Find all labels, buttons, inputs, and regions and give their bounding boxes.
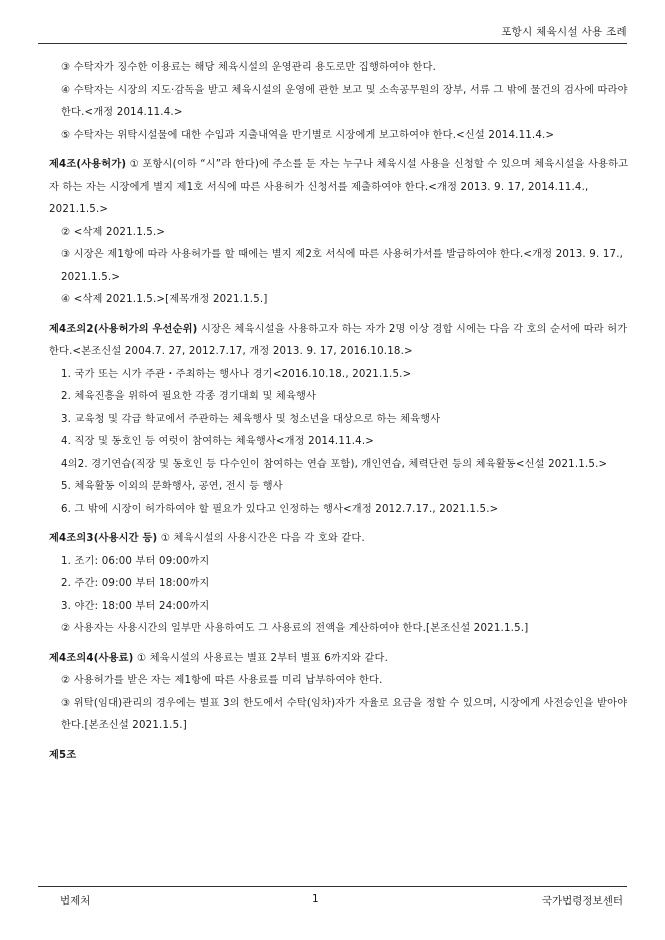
article-4-2-intro: 시장은 체육시설을 사용하고자 하는 자가 2명 이상 경합 시에는 다음 각 호의 순서에 따라 허가한다.<본조신설 2004.7. 27, 2012.7.17, 개정 2013. 9. 17, 2016.10.18.>: [49, 323, 628, 357]
list-item: 5. 체육활동 이외의 문화행사, 공연, 전시 등 행사: [61, 481, 283, 492]
list-item: 2. 주간: 09:00 부터 18:00까지: [61, 578, 210, 589]
article-4-4-paragraph-3: ③ 위탁(임대)관리의 경우에는 별표 3의 한도에서 수탁(임차)자가 자율로 요금을 정할 수 있으며, 시장에게 사전승인을 받아야 한다.[본조신설 2021.1.5.]: [61, 697, 628, 731]
header-divider: [38, 43, 627, 44]
document-body: [49, 57, 632, 767]
article-4: [49, 154, 632, 222]
list-item: 3. 교육청 및 각급 학교에서 주관하는 체육행사 및 청소년을 대상으로 하는 체육행사: [61, 413, 441, 425]
article-4-paragraph-2: ② <삭제 2021.1.5.>: [61, 226, 166, 238]
article-4-3: [49, 528, 632, 551]
article-4-paragraph-4: ④ <삭제 2021.1.5.>[제목개정 2021.1.5.]: [61, 294, 268, 305]
list-item: 4. 직장 및 동호인 등 여럿이 참여하는 체육행사<개정 2014.11.4.>: [61, 436, 375, 447]
article-4-4: [49, 648, 632, 671]
article-4-2: [49, 319, 632, 364]
footer-source: 법제처: [60, 895, 91, 907]
list-item: 2. 체육진흥을 위하여 필요한 각종 경기대회 및 체육행사: [61, 391, 317, 402]
list-item: 1. 조기: 06:00 부터 09:00까지: [61, 555, 210, 567]
article-5-title: 제5조: [49, 749, 77, 761]
article-4-3-paragraph-2: ② 사용자는 사용시간의 일부만 사용하여도 그 사용료의 전액을 계산하여야 한다.[본조신설 2021.1.5.]: [61, 623, 529, 634]
article-4-4-paragraph-1: ① 체육시설의 사용료는 별표 2부터 별표 6까지와 같다.: [133, 652, 389, 664]
clause-3: ③ 수탁자가 징수한 이용료는 해당 체육시설의 운영관리 용도로만 집행하여야 한다.: [61, 62, 437, 73]
clause-5: ⑤ 수탁자는 위탁시설물에 대한 수입과 지출내역을 반기별로 시장에게 보고하여야 한다.<신설 2014.11.4.>: [61, 129, 555, 141]
article-4-3-title: 제4조의3(사용시간 등): [49, 533, 158, 544]
footer-publisher: 국가법령정보센터: [541, 895, 623, 907]
article-4-4-paragraph-2: ② 사용허가를 받은 자는 제1항에 따른 사용료를 미리 납부하여야 한다.: [61, 675, 383, 686]
footer-divider: [38, 886, 627, 887]
list-item: 3. 야간: 18:00 부터 24:00까지: [61, 600, 210, 612]
article-4-4-title: 제4조의4(사용료): [49, 652, 134, 664]
article-4-paragraph-1: ① 포항시(이하 “시”라 한다)에 주소를 둔 자는 누구나 체육시설 사용을 신청할 수 있으며 체육시설을 사용하고자 하는 자는 시장에게 별지 제1호 서식에 따른 사용허가 신청서를 제출하여야 한다.<개정 2013. 9. 17, 2014.11.4., 2021.1.5.>: [49, 159, 629, 215]
list-item: 6. 그 밖에 시장이 허가하여야 할 필요가 있다고 인정하는 행사<개정 2012.7.17., 2021.1.5.>: [61, 503, 499, 515]
document-header-title: 포항시 체육시설 사용 조례: [501, 26, 627, 38]
list-item: 4의2. 경기연습(직장 및 동호인 등 다수인이 참여하는 연습 포함), 개인연습, 체력단련 등의 체육활동<신설 2021.1.5.>: [61, 458, 608, 470]
clause-4: ④ 수탁자는 시장의 지도·감독을 받고 체육시설의 운영에 관한 보고 및 소속공무원의 장부, 서류 그 밖에 물건의 검사에 따라야 한다.<개정 2014.11.4.>: [61, 84, 628, 118]
article-4-3-paragraph-1: ① 체육시설의 사용시간은 다음 각 호와 같다.: [157, 533, 365, 544]
list-item: 1. 국가 또는 시가 주관・주최하는 행사나 경기<2016.10.18., 2021.1.5.>: [61, 368, 412, 380]
article-4-paragraph-3: ③ 시장은 제1항에 따라 사용허가를 할 때에는 별지 제2호 서식에 따른 사용허가서를 발급하여야 한다.<개정 2013. 9. 17., 2021.1.5.>: [61, 249, 624, 283]
page-number: 1: [312, 893, 319, 905]
article-4-2-title: 제4조의2(사용허가의 우선순위): [49, 323, 198, 335]
article-5: [49, 745, 632, 768]
article-4-title: 제4조(사용허가): [49, 159, 127, 170]
